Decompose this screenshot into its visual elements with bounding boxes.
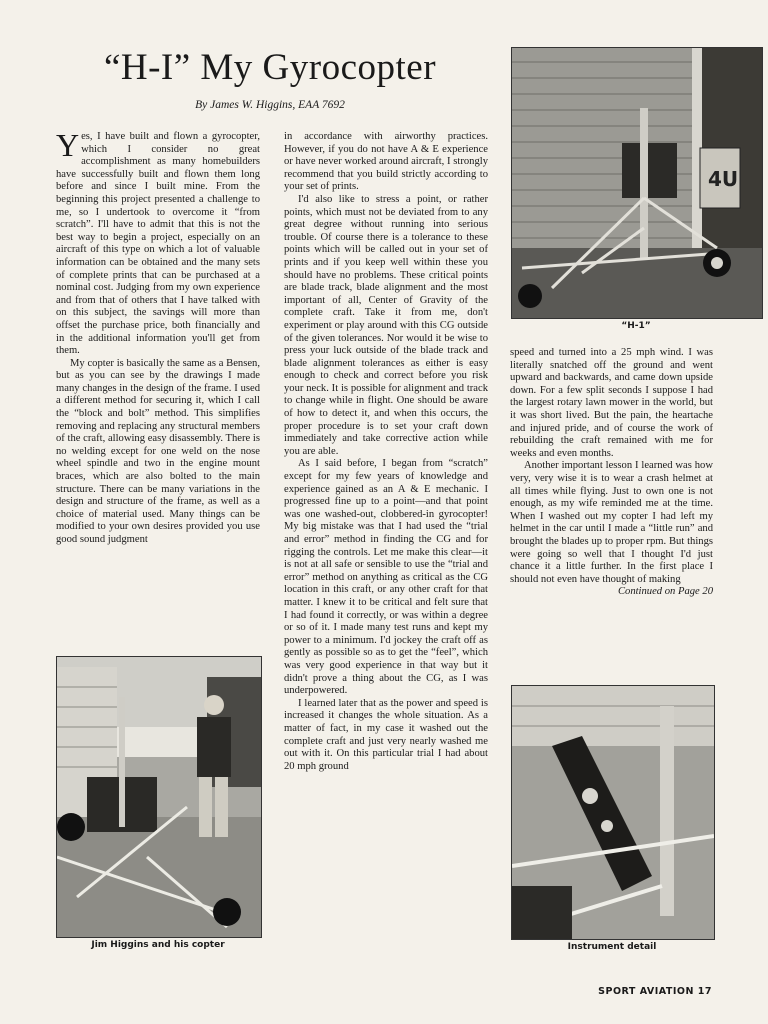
photo-gyrocopter-h1	[511, 47, 763, 319]
paragraph: speed and turned into a 25 mph wind. I was literally snatched off the ground and went upward and backwards, and came down upside down. For a few split seconds I suppose I had the largest rotary lawn mower in the world, but it was short lived. But the pain, the heartache and injured pride, and of course the work of rebuilding the craft remained with me for weeks and even months.	[510, 347, 713, 459]
drop-cap: Y	[56, 131, 80, 163]
text-column-1	[56, 131, 260, 651]
paragraph: in accordance with airworthy practices. However, if you do not have A & E experience or have never worked around aircraft, I strongly recommend that you build strictly according to your set of prints.	[284, 131, 488, 193]
text-column-2	[284, 131, 488, 949]
article-title: “H-I” My Gyrocopter	[103, 47, 437, 88]
paragraph: As I said before, I began from “scratch” except for my few years of knowledge and experience gained as an A & E mechanic. I progressed fine up to a point—and that point was one washed-out, clobbered-in gyrocopter! My big mistake was that I had used the “trial and error” method in finding the CG and for rigging the controls. Let me make this clear—it is not at all safe or sensible to use the “trial and error” method on anything as critical as the CG location in this craft, or any other craft for that matter. I knew it to be critical and felt sure that I had found it correctly, or was within a degree or so of it. I made many test runs and kept my power to a minimum. I'd jockey the craft off as gently as possible so as to get the “feel”, which was very good experience in that way but it didn't prove a thing about the CG, as I was underpowered.	[284, 458, 488, 697]
photo-caption-h1: “H-1”	[621, 321, 651, 331]
photo-instrument-detail	[511, 685, 715, 940]
paragraph: I'd also like to stress a point, or rather points, which must not be deviated from to any great degree without running into serious trouble. Of course there is a tolerance to these points which will be called out in your set of prints and if you keep well within these you should have no problems. These critical points are blade track, blade alignment and the most important of all, Center of Gravity of the complete craft. Take it from me, don't experiment or play around with this CG outside of the given tolerances. Nor would it be wise to press your luck outside of the blade track and blade alignment tolerances as either is easy enough to check and correct before you risk your neck. It is possible for alignment and track to change while in flight. One should be aware of how to detect it, and when this occurs, the proper procedure is to set your craft down immediately and take corrective action while you are able.	[284, 193, 488, 457]
paragraph: Another important lesson I learned was how very, very wise it is to wear a crash helmet at all times while flying. Just to own one is not enough, as my wife reminded me at the time. When I washed out my copter I had left my helmet in the car until I made a “little run” and brought the blades up to proper rpm. But things were going so well that I thought I'd just chance it a little further. In the first place I should not even have thought of making	[510, 460, 713, 585]
article-byline: By James W. Higgins, EAA 7692	[195, 99, 345, 111]
text-column-3	[510, 347, 713, 695]
continued-note: Continued on Page 20	[617, 586, 713, 598]
photo-caption-instrument: Instrument detail	[567, 942, 657, 952]
tail-panel-label: 4U	[708, 167, 739, 191]
paragraph	[56, 131, 260, 358]
paragraph: I learned later that as the power and speed is increased it changes the whole situation. As a matter of fact, in my case it washed out the complete craft and just very nearly washed me out with it. On this particular trial I had about 20 mph ground	[284, 697, 488, 772]
photo-caption-higgins: Jim Higgins and his copter	[91, 940, 225, 950]
paragraph-text: es, I have built and flown a gyrocopter, which I consider no great accomplishment as many homebuilders have successfully built and flown them long before and since I built mine. From the beginning this project presented a challenge to me, so I undertook to overcome it “from scratch”. I'll have to admit that this is not the best way to begin a project, especially on an aircraft of this type on which a lot of valuable information can be obtained and the many sets of complete prints that can be purchased at a nominal cost. Judging from my own experience and from that of others that I have talked with on this subject, the savings will more than offset the purchase price, both financially and in the additional information you'll get from them.	[56, 131, 260, 357]
photo-jim-higgins	[56, 656, 262, 938]
page-footer: SPORT AVIATION 17	[598, 986, 712, 997]
paragraph: My copter is basically the same as a Bensen, but as you can see by the drawings I made many changes in the design of the frame. I used a different method for securing it, which I call the “block and bolt” method. This simplifies removing and replacing any structural members of the craft, allowing easy disassembly. There is no welding except for one weld on the nose wheel spindle and two in the engine mount braces, which are also bolted to the main structure. There can be many variations in the design and structure of the frame, as well as a choice of material used. Many things can be modified to your own desires provided you use good sound judgment	[56, 357, 260, 545]
